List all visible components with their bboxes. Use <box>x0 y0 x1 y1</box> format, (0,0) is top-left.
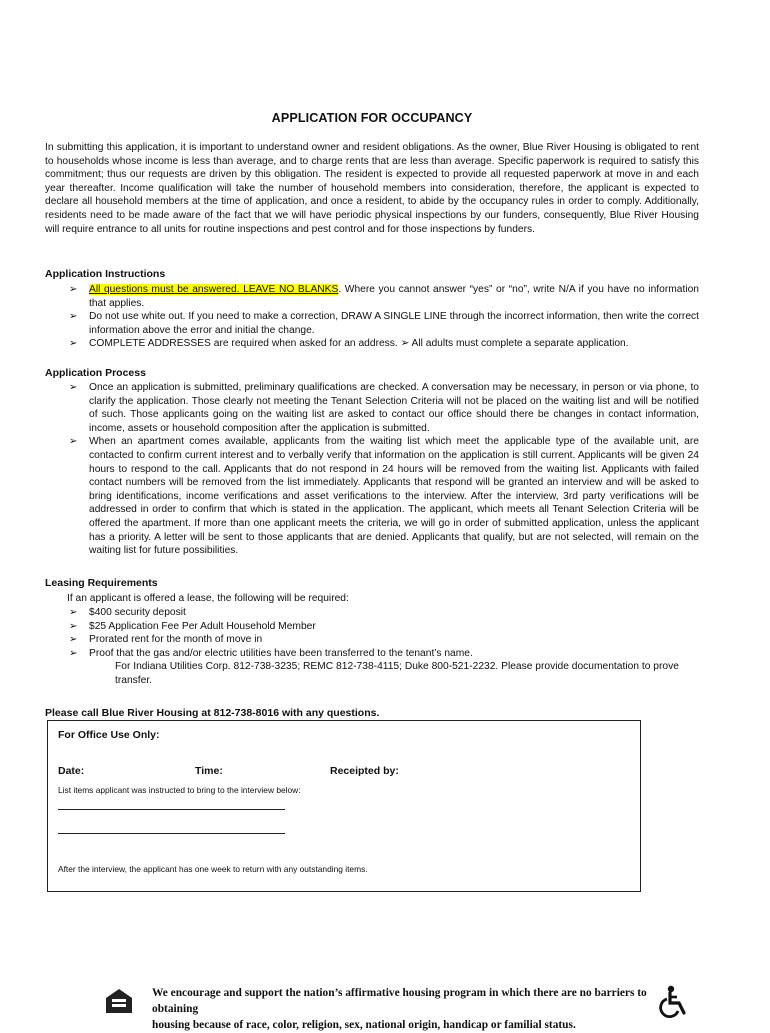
arrow-bullet-icon: ➢ <box>69 284 78 295</box>
process-heading: Application Process <box>45 367 146 379</box>
arrow-bullet-icon: ➢ <box>69 607 78 618</box>
arrow-bullet-icon: ➢ <box>69 620 78 632</box>
date-label: Date: <box>58 765 85 777</box>
leasing-item-text: Proof that the gas and/or electric utilities have been transferred to the tenant’s name. <box>89 647 473 659</box>
page-title: APPLICATION FOR OCCUPANCY <box>271 111 473 125</box>
process-text: Once an application is submitted, preliminary qualifications are checked. A conversation may be necessary, in person or via phone, to clarify the application. Those clearly not meeting the Tenant Selection Criteria will not be placed on the waiting list and will be notified of such. Those applicants going on the waiting list are asked to contact our office should there be changes in contact information, income, assets or household composition after the application is submitted. <box>89 382 699 434</box>
list-item <box>67 435 699 557</box>
list-item <box>67 283 699 310</box>
leasing-item-text: Prorated rent for the month of move in <box>89 634 263 646</box>
fair-housing-statement <box>152 985 652 1033</box>
list-item <box>67 633 699 647</box>
instructions-list <box>67 283 699 351</box>
list-item <box>67 337 699 351</box>
list-items-instruction: List items applicant was instructed to bring to the interview below: <box>58 785 301 795</box>
utility-note: For Indiana Utilities Corp. 812-738-3235; REMC 812-738-4115; Duke 800-521-2232. Please provide documentation to prove transfer. <box>115 661 679 686</box>
instructions-heading: Application Instructions <box>45 268 166 280</box>
leasing-heading: Leasing Requirements <box>45 577 158 589</box>
arrow-bullet-icon: ➢ <box>69 338 78 350</box>
leasing-list <box>67 606 699 688</box>
instruction-text: Do not use white out. If you need to make a correction, DRAW A SINGLE LINE through the incorrect information, then write the correct information above the error and initial the change. <box>89 311 699 336</box>
instruction-text: . Where you cannot answer “yes” or “no”, write N/A if you have no information that applies. <box>89 284 699 309</box>
list-item <box>67 647 699 661</box>
instruction-text: COMPLETE ADDRESSES are required when asked for an address. <box>89 338 398 350</box>
leasing-item-text: $400 security deposit <box>89 607 186 618</box>
blank-line[interactable] <box>58 833 285 834</box>
blank-line[interactable] <box>58 809 285 810</box>
footer-line: We encourage and support the nation’s affirmative housing program in which there are no barriers to obtaining <box>152 987 647 1015</box>
arrow-bullet-icon: ➢ <box>69 634 78 646</box>
office-heading: For Office Use Only: <box>58 729 160 741</box>
highlighted-text: All questions must be answered. LEAVE NO BLANKS <box>89 284 339 295</box>
list-item <box>67 606 699 620</box>
list-item <box>67 660 699 687</box>
time-label: Time: <box>195 765 223 777</box>
list-item <box>67 620 699 634</box>
intro-paragraph: In submitting this application, it is important to understand owner and resident obligations. As the owner, Blue River Housing is obligated to rent to households whose income is less than average, and to charge rents that are less than average. Specific paperwork is required to satisfy this commitment; thus our requests are driven by this obligation. The resident is expected to provide all requested paperwork at move in and each year thereafter. Income qualification will take the number of household members into consideration, therefore, the applicant is expected to declare all household members at the time of application, and once a resident, to abide by the occupancy rules in order to comply. Additionally, residents need to be made aware of the fact that we will have periodic physical inspections by our funders, consequently, Blue River Housing will require entrance to all units for routine inspections and pest control and for those inspections by funders. <box>45 142 699 235</box>
receipted-by-label: Receipted by: <box>330 765 399 777</box>
process-list <box>67 381 699 558</box>
process-text: When an apartment comes available, applicants from the waiting list which meet the applicable type of the available unit, are contacted to confirm current interest and to verbally verify that information on the application is still current. Applicants will be given 24 hours to respond to the call. Applicants that do not respond in 24 hours will be removed from the waiting list. Applicants with failed contact numbers will be removed from the list immediately. Applicants that respond will be granted an interview and will be asked to bring identifications, income verifications and asset verifications to the interview. After the interview, 3rd party verifications will be addressed in order to confirm that which is stated in the application. The applicant, which meets all Tenant Selection Criteria will be offered the apartment. If more than one applicant meets the criteria, we will go in order of submitted application, unless the applicant has a priority. A letter will be sent to those applicants that are denied. Applicants that qualify, but are not selected, will remain on the waiting list for future possibilities. <box>89 436 699 557</box>
list-item <box>67 310 699 337</box>
arrow-bullet-icon: ➢ <box>69 436 78 448</box>
leasing-item-text: $25 Application Fee Per Adult Household Member <box>89 620 316 632</box>
wheelchair-accessibility-icon <box>659 985 689 1019</box>
office-use-box <box>47 720 641 892</box>
instruction-text: All adults must complete a separate application. <box>411 338 629 350</box>
arrow-bullet-icon: ➢ <box>69 382 78 393</box>
contact-line: Please call Blue River Housing at 812-738-8016 with any questions. <box>45 707 380 719</box>
arrow-bullet-icon: ➢ <box>69 311 78 323</box>
leasing-intro: If an applicant is offered a lease, the following will be required: <box>67 593 349 604</box>
arrow-bullet-icon: ➢ <box>400 338 410 350</box>
footer-line: housing because of race, color, religion, sex, national origin, handicap or familial status. <box>152 1019 576 1031</box>
after-interview-note: After the interview, the applicant has one week to return with any outstanding items. <box>58 864 368 874</box>
list-item <box>67 381 699 435</box>
arrow-bullet-icon: ➢ <box>69 647 78 659</box>
equal-housing-opportunity-icon <box>104 986 134 1016</box>
